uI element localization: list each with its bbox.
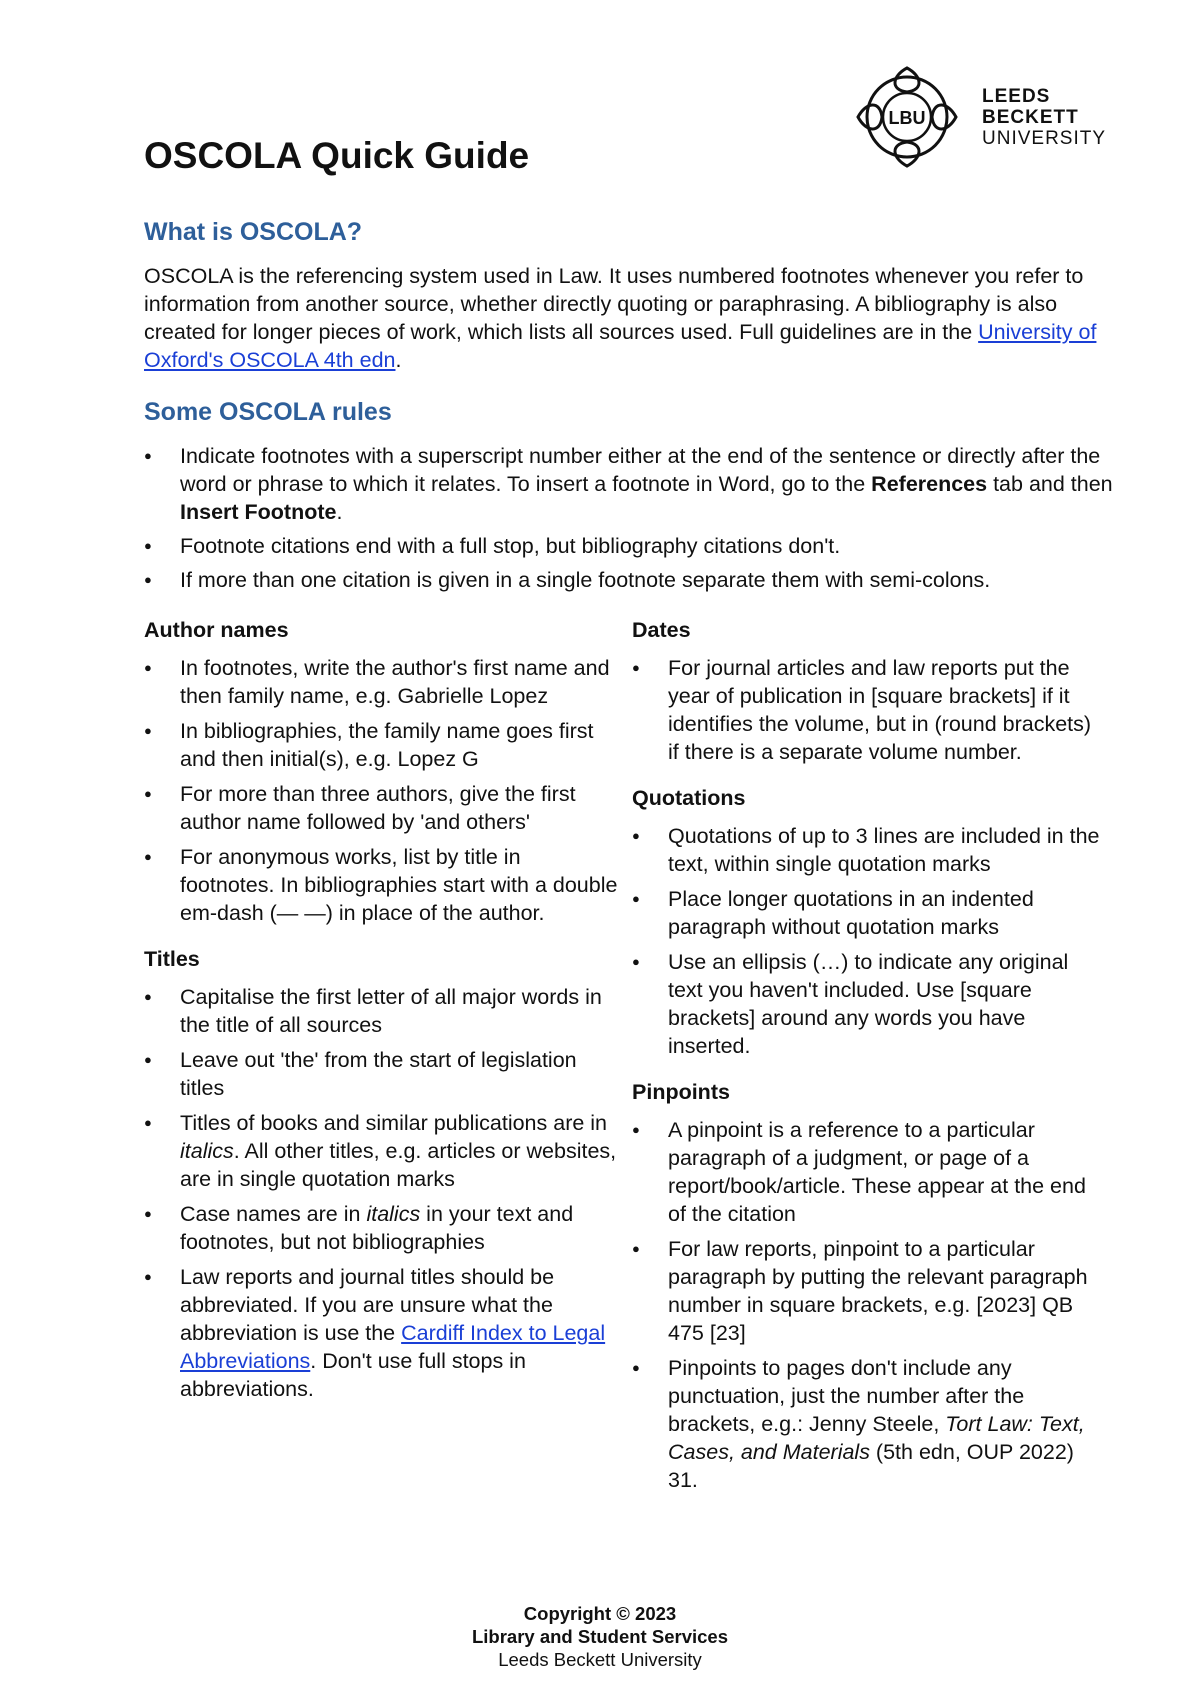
item-text: Law reports and journal titles should be abbreviated. If you are unsure what the abbreviation is use the [180,1265,555,1345]
left-column [144,616,619,1421]
titles-heading: Titles [144,947,200,971]
what-is-after: . [395,348,402,372]
dates-list [632,654,1102,766]
item-text: in your text and footnotes, but not bibliographies [180,1202,574,1254]
logo-line-2: BECKETT [982,107,1079,128]
logo-wordmark [982,86,1106,149]
author-names-list [144,654,619,927]
rules-heading: Some OSCOLA rules [144,398,392,426]
list-item: ● In footnotes, write the author's first name and then family name, e.g. Gabrielle Lopez [144,654,619,710]
page-footer [0,1602,1200,1671]
footer-organization: Leeds Beckett University [498,1649,702,1670]
list-item: ● For anonymous works, list by title in footnotes. In bibliographies start with a double em-dash (— —) in place of the author. [144,843,619,927]
item-text: (5th edn, OUP 2022) 31. [668,1440,1074,1492]
list-item [144,1200,619,1256]
right-column [632,616,1102,1512]
author-names-heading: Author names [144,618,289,642]
rule-text: Indicate footnotes with a superscript number either at the end of the sentence or directly after the word or phrase to which it relates. To insert a footnote in Word, go to the [180,444,1101,496]
pinpoints-list [632,1116,1102,1494]
list-item [144,1263,619,1403]
list-item [632,1354,1102,1494]
dates-heading: Dates [632,618,691,642]
list-item [144,1109,619,1193]
list-item: ● For law reports, pinpoint to a particular paragraph by putting the relevant paragraph number in square brackets, e.g. [2023] QB 475 [23] [632,1235,1102,1347]
list-item: ● If more than one citation is given in a single footnote separate them with semi-colons. [144,566,1114,594]
item-text: . All other titles, e.g. articles or websites, are in single quotation marks [180,1139,617,1191]
list-item: ● Use an ellipsis (…) to indicate any original text you haven't included. Use [square brackets] around any words you have inserted. [632,948,1102,1060]
page-title: OSCOLA Quick Guide [144,135,530,176]
footer-copyright: Copyright © 2023 [523,1603,677,1624]
rules-list [144,442,1114,600]
quotations-heading: Quotations [632,786,746,810]
rule-text: . [336,500,343,524]
rule-text: tab and then [987,472,1113,496]
list-item: ● For more than three authors, give the first author name followed by 'and others' [144,780,619,836]
list-item: ● Leave out 'the' from the start of legislation titles [144,1046,619,1102]
dates-section [632,616,1102,766]
list-item: ● Footnote citations end with a full stop, but bibliography citations don't. [144,532,1114,560]
logo-monogram: LBU [888,108,926,128]
rose-emblem-icon [852,62,962,172]
what-is-text: OSCOLA is the referencing system used in Law. It uses numbered footnotes whenever you refer to information from another source, whether directly quoting or paraphrasing. A bibliography is also created for longer pieces of work, which lists all sources used. Full guidelines are in the [144,264,1084,344]
pinpoints-heading: Pinpoints [632,1080,730,1104]
pinpoints-section [632,1078,1102,1494]
list-item: ● Quotations of up to 3 lines are included in the text, within single quotation marks [632,822,1102,878]
oscola-guide-link[interactable]: University of Oxford's OSCOLA 4th edn [144,320,1097,372]
what-is-heading: What is OSCOLA? [144,218,363,246]
quotations-list [632,822,1102,1060]
item-text: Case names are in [180,1202,367,1226]
references-tab-label: References [871,472,988,496]
list-item: ● A pinpoint is a reference to a particular paragraph of a judgment, or page of a report/book/article. These appear at the end of the citation [632,1116,1102,1228]
list-item: ● In bibliographies, the family name goes first and then initial(s), e.g. Lopez G [144,717,619,773]
italic-text: italics [366,1202,421,1226]
footer-department: Library and Student Services [471,1626,728,1647]
italic-text: italics [180,1139,234,1163]
logo-line-1: LEEDS [982,86,1051,107]
list-item: ● Place longer quotations in an indented paragraph without quotation marks [632,885,1102,941]
item-text: Pinpoints to pages don't include any punctuation, just the number after the brackets, e.g.: Jenny Steele, [668,1356,1025,1436]
titles-section [144,945,619,1403]
university-logo [852,62,1107,172]
author-names-section [144,616,619,927]
list-item [144,442,1114,526]
item-text: Titles of books and similar publications are in [180,1111,608,1135]
quotations-section [632,784,1102,1060]
cardiff-index-link[interactable]: Cardiff Index to Legal Abbreviations [180,1321,606,1373]
logo-line-3: UNIVERSITY [982,128,1107,149]
italic-text: Tort Law: Text, Cases, and Materials [668,1412,1085,1464]
item-text: . Don't use full stops in abbreviations. [180,1349,526,1401]
what-is-paragraph [144,262,1104,374]
titles-list [144,983,619,1403]
insert-footnote-label: Insert Footnote [180,500,337,524]
list-item: ● For journal articles and law reports put the year of publication in [square brackets] if it identifies the volume, but in (round brackets) if there is a separate volume number. [632,654,1102,766]
list-item: ● Capitalise the first letter of all major words in the title of all sources [144,983,619,1039]
